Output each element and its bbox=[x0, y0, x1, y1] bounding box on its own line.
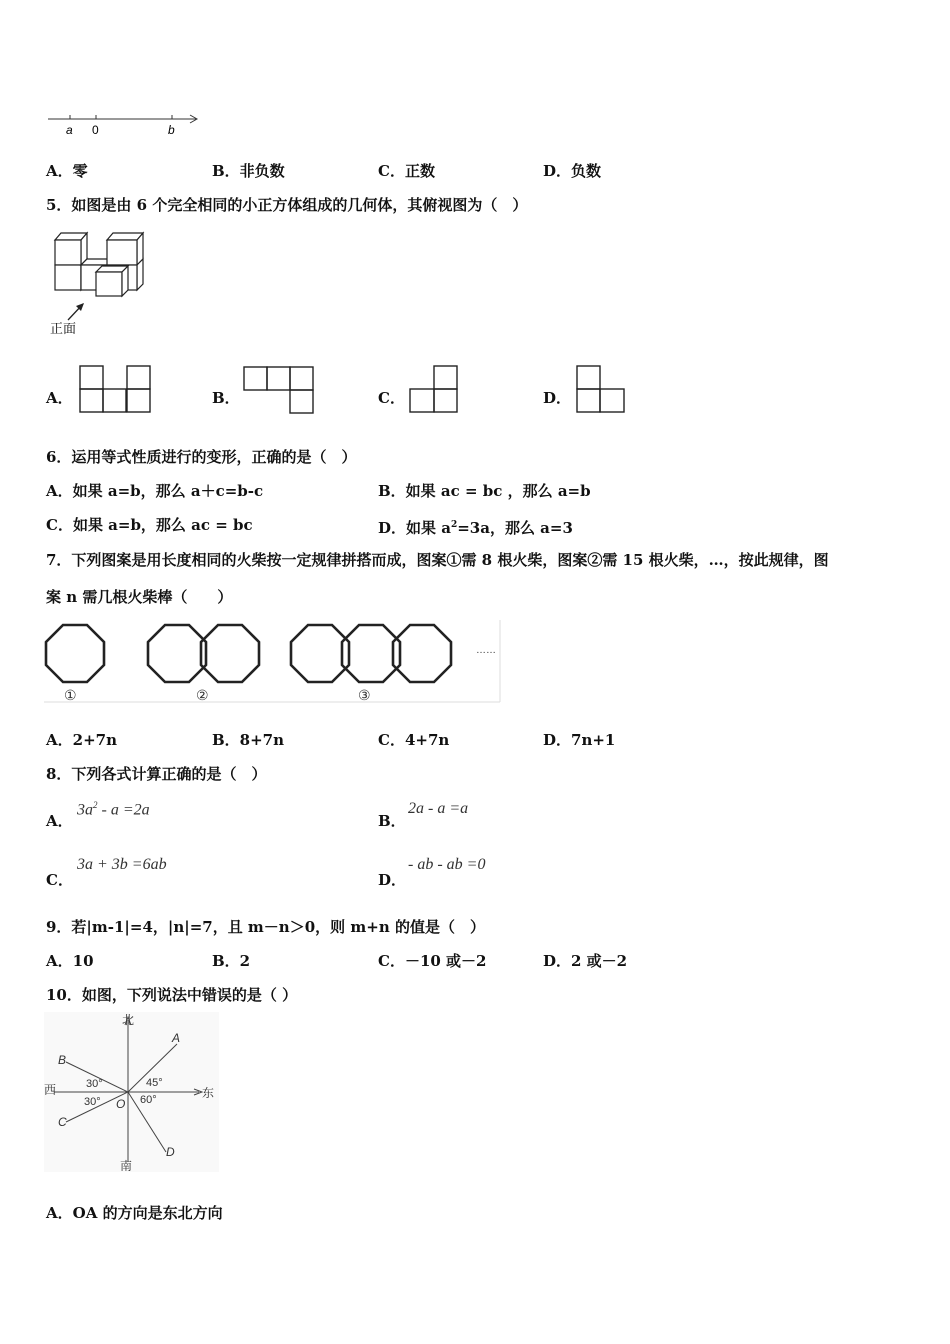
label-b: b bbox=[168, 123, 175, 137]
q4-option-c: C．正数 bbox=[378, 162, 435, 180]
angle-bo: 30° bbox=[86, 1078, 103, 1090]
q7-option-d: D．7n+1 bbox=[543, 731, 616, 749]
point-c: C bbox=[58, 1115, 67, 1129]
compass-west: 西 bbox=[44, 1083, 57, 1097]
matchstick-pattern-figure bbox=[44, 618, 504, 706]
q8-option-b-formula: 2a - a =a bbox=[408, 800, 469, 817]
compass-south: 南 bbox=[120, 1159, 133, 1173]
q9-option-b: B．2 bbox=[212, 952, 251, 970]
q10-option-a: A．OA 的方向是东北方向 bbox=[46, 1204, 223, 1222]
q5-option-d-figure bbox=[576, 365, 631, 415]
label-zero: 0 bbox=[92, 123, 99, 137]
q6-option-c: C．如果 a=b，那么 ac = bc bbox=[46, 516, 253, 534]
q5-question: 5．如图是由 6 个完全相同的小正方体组成的几何体，其俯视图为（ ） bbox=[46, 196, 528, 214]
angle-co: 30° bbox=[84, 1096, 101, 1108]
compass-north: 北 bbox=[122, 1013, 135, 1027]
angle-do: 60° bbox=[140, 1094, 157, 1106]
q7-question-line2: 案 n 需几根火柴棒（ ） bbox=[46, 588, 233, 606]
q5-option-a-label: A． bbox=[46, 389, 73, 407]
q5-option-c-figure bbox=[409, 365, 464, 415]
q8-question: 8．下列各式计算正确的是（ ） bbox=[46, 765, 267, 783]
point-b: B bbox=[58, 1053, 67, 1067]
q6-question: 6．运用等式性质进行的变形，正确的是（ ） bbox=[46, 448, 357, 466]
q6-option-b: B．如果 ac = bc ，那么 a=b bbox=[378, 482, 591, 500]
point-a: A bbox=[172, 1031, 181, 1045]
pattern-ellipsis: …… bbox=[476, 645, 496, 656]
q8-option-d-label: D． bbox=[378, 871, 407, 889]
q5-option-c-label: C． bbox=[378, 389, 405, 407]
q7-option-a: A．2+7n bbox=[46, 731, 117, 749]
angle-ao: 45° bbox=[146, 1077, 163, 1089]
q7-question-line1: 7．下列图案是用长度相同的火柴按一定规律拼搭而成，图案①需 8 根火柴，图案②需 15 根火柴，…，按此规律，图 bbox=[46, 551, 829, 569]
compass-east: 东 bbox=[202, 1086, 215, 1100]
q7-option-b: B．8+7n bbox=[212, 731, 285, 749]
q8-option-a-formula: $3a^2 - a =2a$ bbox=[77, 800, 150, 819]
q9-option-c: C．－10 或－2 bbox=[378, 952, 487, 970]
pattern-label-3: ③ bbox=[358, 687, 371, 703]
compass-direction-figure bbox=[44, 1012, 224, 1174]
q9-option-d: D．2 或－2 bbox=[543, 952, 628, 970]
q4-option-b: B．非负数 bbox=[212, 162, 285, 180]
q5-option-b-label: B． bbox=[212, 389, 240, 407]
front-label: 正面 bbox=[50, 322, 77, 337]
pattern-1-octagon bbox=[46, 625, 104, 682]
pattern-3-octagons bbox=[291, 625, 451, 682]
label-a: a bbox=[66, 123, 73, 137]
q6-option-a: A．如果 a=b，那么 a＋c=b-c bbox=[46, 482, 264, 500]
q5-option-d-label: D． bbox=[543, 389, 572, 407]
q8-option-a-label: A． bbox=[46, 812, 73, 830]
q6-option-d: D．如果 $a^2=3a$，那么 a=3 bbox=[378, 519, 573, 537]
q5-option-a-figure bbox=[79, 365, 154, 415]
q9-question: 9．若|m-1|=4，|n|=7，且 m－n＞0，则 m+n 的值是（ ） bbox=[46, 918, 485, 936]
pattern-2-octagons bbox=[148, 625, 259, 682]
q8-option-d-formula: - ab - ab =0 bbox=[408, 856, 486, 873]
q5-option-b-figure bbox=[243, 366, 318, 416]
q4-option-d: D．负数 bbox=[543, 162, 602, 180]
pattern-label-2: ② bbox=[196, 687, 209, 703]
q9-option-a: A．10 bbox=[46, 952, 94, 970]
pattern-label-1: ① bbox=[64, 687, 77, 703]
point-d: D bbox=[166, 1145, 175, 1159]
q10-question: 10．如图，下列说法中错误的是（ ） bbox=[46, 986, 298, 1004]
q8-option-b-label: B． bbox=[378, 812, 406, 830]
q4-option-a: A．零 bbox=[46, 162, 88, 180]
q8-option-c-label: C． bbox=[46, 871, 73, 889]
point-o: O bbox=[116, 1097, 126, 1111]
q7-option-c: C．4+7n bbox=[378, 731, 450, 749]
q8-option-c-formula: 3a + 3b =6ab bbox=[77, 856, 167, 873]
number-line bbox=[48, 110, 208, 140]
